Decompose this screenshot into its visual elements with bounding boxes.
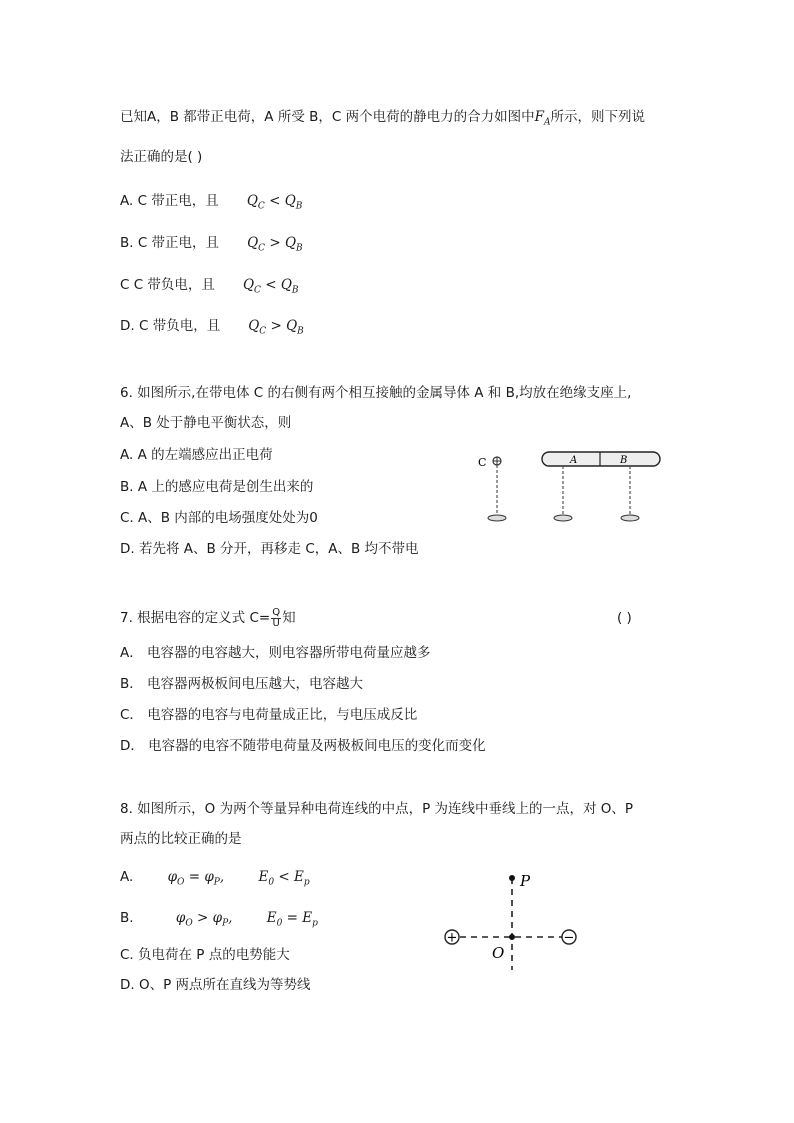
label-p: P xyxy=(520,872,531,890)
point-p xyxy=(509,875,515,881)
minus-sign: − xyxy=(563,930,575,946)
q7-option-a: A． 电容器的电容越大，则电容器所带电荷量应越多 xyxy=(120,645,431,661)
q6-option-a: A. A 的左端感应出正电荷 xyxy=(120,447,273,463)
q8-option-c: C. 负电荷在 P 点的电势能大 xyxy=(120,947,290,963)
label-b: B xyxy=(620,455,628,466)
q5-option-b: B. C 带正电，且 $Q_C > Q_B$ xyxy=(120,235,303,254)
q8-option-a: A. $\varphi_O = \varphi_P$, $E_0 < E_p$ xyxy=(120,869,310,888)
q5-option-d: D. C 带负电，且 $Q_C > Q_B$ xyxy=(120,318,304,337)
q7-stem: 7. 根据电容的定义式 C= $\frac{Q}{U}$ 知 xyxy=(120,606,296,629)
q5-option-a: A. C 带正电，且 $Q_C < Q_B$ xyxy=(120,193,303,212)
q8-stem-line1: 8. 如图所示，O 为两个等量异种电荷连线的中点，P 为连线中垂线上的一点，对 O、P xyxy=(120,801,634,817)
q7-option-b: B． 电容器两极板间电压越大，电容越大 xyxy=(120,676,364,692)
q7-option-c: C． 电容器的电容与电荷量成正比，与电压成反比 xyxy=(120,707,418,723)
capacitance-fraction: $\frac{Q}{U}$ xyxy=(272,606,281,629)
q8-option-d: D. O、P 两点所在直线为等势线 xyxy=(120,977,311,993)
q6-option-d: D. 若先将 A、B 分开，再移走 C，A、B 均不带电 xyxy=(120,541,419,557)
point-o xyxy=(509,934,515,940)
conductor-ab xyxy=(542,452,660,466)
q5-stem-line1: 已知A，B 都带正电荷，A 所受 B，C 两个电荷的静电力的合力如图中$F_A$所示，则下列说 xyxy=(120,109,645,128)
plus-sign: + xyxy=(446,930,458,946)
label-c: C xyxy=(478,456,487,469)
q6-option-c: C. A、B 内部的电场强度处处为0 xyxy=(120,510,318,526)
q6-conductor-figure xyxy=(470,440,670,532)
q6-option-b: B. A 上的感应电荷是创生出来的 xyxy=(120,479,314,495)
q6-stem-line2: A、B 处于静电平衡状态，则 xyxy=(120,415,292,431)
q5-stem-line2: 法正确的是( ) xyxy=(120,149,203,165)
q8-field-figure xyxy=(438,866,588,976)
label-o: O xyxy=(492,944,505,962)
q6-stem-line1: 6. 如图所示,在带电体 C 的右侧有两个相互接触的金属导体 A 和 B,均放在绝缘支座上, xyxy=(120,385,632,401)
q8-option-b: B. $\varphi_O > \varphi_P$, $E_0 = E_p$ xyxy=(120,910,318,929)
q7-option-d: D． 电容器的电容不随带电荷量及两极板间电压的变化而变化 xyxy=(120,738,486,754)
q7-answer-paren: ( ) xyxy=(617,610,632,626)
label-a: A xyxy=(570,455,578,466)
q8-stem-line2: 两点的比较正确的是 xyxy=(120,831,242,847)
q5-option-c: C C 带负电，且 $Q_C < Q_B$ xyxy=(120,277,299,296)
